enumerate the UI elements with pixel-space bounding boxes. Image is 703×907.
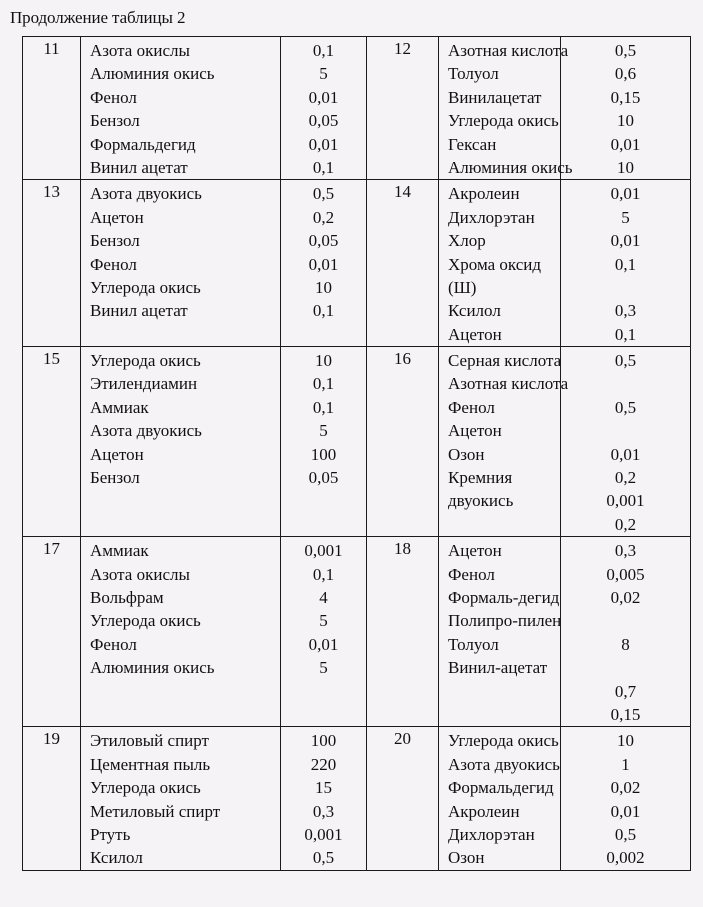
concentration-value: 15 xyxy=(315,778,332,798)
substance-name: Алюминия окись xyxy=(448,157,573,177)
substance-name: Полипро-пилен xyxy=(448,611,562,631)
concentration-list xyxy=(561,727,691,870)
substance-name: Акролеин xyxy=(448,801,520,821)
substance-name: Аммиак xyxy=(90,541,149,561)
substance-name: Дихлорэтан xyxy=(448,207,535,227)
substance-name: Кремния xyxy=(448,468,513,488)
concentration-value: 0,3 xyxy=(614,301,637,321)
concentration-list xyxy=(561,37,691,180)
variant-number: 20 xyxy=(367,727,439,870)
variant-number: 16 xyxy=(367,347,439,537)
substance-name: Хлор xyxy=(448,231,486,251)
concentration-value: 0,01 xyxy=(308,634,339,654)
table-row xyxy=(23,37,691,180)
concentration-value: 100 xyxy=(310,444,337,464)
substance-name: Аммиак xyxy=(90,397,149,417)
substance-name: Азотная кислота xyxy=(448,41,569,60)
substance-list xyxy=(81,37,281,180)
substance-name: Озон xyxy=(448,444,485,464)
variant-number: 11 xyxy=(23,37,81,180)
table-row xyxy=(23,727,691,870)
concentration-value: 10 xyxy=(315,351,332,371)
substance-name: Ацетон xyxy=(448,541,502,561)
concentration-value: 4 xyxy=(319,587,328,607)
concentration-value: 1 xyxy=(621,754,630,774)
substance-name: Углерода окись xyxy=(448,731,559,751)
concentration-value: 0,1 xyxy=(312,374,335,394)
substance-name: Ртуть xyxy=(90,824,131,844)
substance-list xyxy=(439,37,573,180)
concentration-value: 0,7 xyxy=(614,681,637,701)
variant-number: 12 xyxy=(367,37,439,180)
concentration-value: 8 xyxy=(621,634,630,654)
substance-name: Азота окислы xyxy=(90,41,190,60)
variant-number: 18 xyxy=(367,537,439,727)
substance-name: Вольфрам xyxy=(90,587,164,607)
concentration-value: 0,5 xyxy=(312,184,335,204)
concentration-list xyxy=(281,537,367,727)
substance-name: Азота двуокись xyxy=(448,754,560,774)
substance-name: Фенол xyxy=(90,634,137,654)
table-body xyxy=(23,37,691,871)
concentration-list xyxy=(561,347,691,537)
substance-list xyxy=(439,347,569,537)
concentration-value: 0,5 xyxy=(614,824,637,844)
concentration-value: 0,05 xyxy=(308,468,339,488)
substance-name: Формальдегид xyxy=(448,778,554,798)
concentration-value: 0,2 xyxy=(614,514,637,534)
concentration-value: 5 xyxy=(319,658,328,678)
concentration-value: 0,5 xyxy=(312,848,335,868)
substance-name: Цементная пыль xyxy=(90,754,211,774)
substance-name: двуокись xyxy=(448,491,514,511)
concentration-value xyxy=(561,276,690,299)
substance-name: Азота двуокись xyxy=(90,184,202,204)
concentration-value: 0,02 xyxy=(610,587,641,607)
substance-name: Бензол xyxy=(90,111,140,131)
concentration-value: 0,1 xyxy=(614,324,637,344)
concentration-value: 0,1 xyxy=(312,397,335,417)
table-row xyxy=(23,347,691,537)
substance-name: Толуол xyxy=(448,64,499,84)
concentration-value: 10 xyxy=(617,157,634,177)
concentration-list xyxy=(281,180,367,347)
concentration-value: 0,01 xyxy=(610,231,641,251)
substance-name: Алюминия окись xyxy=(90,658,215,678)
concentration-value: 0,01 xyxy=(308,254,339,274)
concentration-value: 10 xyxy=(617,111,634,131)
concentration-value: 0,2 xyxy=(312,207,335,227)
variant-number: 15 xyxy=(23,347,81,537)
substance-list xyxy=(439,727,561,870)
concentration-value: 0,1 xyxy=(312,301,335,321)
substance-name: Бензол xyxy=(90,231,140,251)
substance-name: Углерода окись xyxy=(90,778,201,798)
concentration-value xyxy=(561,656,690,679)
concentration-value: 5 xyxy=(319,611,328,631)
substance-list xyxy=(81,180,281,347)
concentration-value: 0,01 xyxy=(610,801,641,821)
pollutant-table xyxy=(22,36,691,871)
substance-name: Ацетон xyxy=(448,324,502,344)
concentration-value: 10 xyxy=(315,277,332,297)
concentration-value xyxy=(561,419,690,442)
substance-name: Толуол xyxy=(448,634,499,654)
substance-list xyxy=(81,537,281,727)
substance-name: Фенол xyxy=(448,397,495,417)
substance-name: Дихлорэтан xyxy=(448,824,535,844)
substance-name xyxy=(439,513,560,536)
concentration-value: 0,001 xyxy=(606,491,645,511)
substance-name: Фенол xyxy=(90,87,137,107)
variant-number: 17 xyxy=(23,537,81,727)
substance-name: Хрома оксид xyxy=(448,254,542,274)
variant-number: 14 xyxy=(367,180,439,347)
substance-name: Азота двуокись xyxy=(90,421,202,441)
variant-number: 19 xyxy=(23,727,81,870)
substance-name: Метиловый спирт xyxy=(90,801,221,821)
substance-name: Винилацетат xyxy=(448,87,542,107)
concentration-value: 0,3 xyxy=(312,801,335,821)
substance-name: Углерода окись xyxy=(448,111,559,131)
variant-number: 13 xyxy=(23,180,81,347)
substance-name: Ксилол xyxy=(90,848,143,868)
concentration-list xyxy=(561,180,691,347)
substance-name: Углерода окись xyxy=(90,277,201,297)
concentration-value xyxy=(561,609,690,632)
concentration-value: 0,3 xyxy=(614,541,637,561)
substance-name: Азота окислы xyxy=(90,564,190,584)
substance-name: Озон xyxy=(448,848,485,868)
substance-name: Алюминия окись xyxy=(90,64,215,84)
concentration-value: 0,05 xyxy=(308,231,339,251)
substance-name: Ацетон xyxy=(90,444,144,464)
concentration-value: 0,2 xyxy=(614,468,637,488)
table-caption: Продолжение таблицы 2 xyxy=(10,8,186,27)
substance-name: Ацетон xyxy=(90,207,144,227)
substance-name: Этиловый спирт xyxy=(90,731,209,751)
concentration-value: 0,1 xyxy=(312,564,335,584)
concentration-value: 0,5 xyxy=(614,351,637,371)
concentration-value: 0,15 xyxy=(610,704,641,724)
substance-name: Углерода окись xyxy=(90,611,201,631)
concentration-value: 0,01 xyxy=(610,444,641,464)
substance-name: Ацетон xyxy=(448,421,502,441)
table-row xyxy=(23,180,691,347)
table-row xyxy=(23,537,691,727)
concentration-value: 0,1 xyxy=(312,41,335,60)
concentration-value: 0,002 xyxy=(606,848,645,868)
concentration-value: 0,001 xyxy=(304,541,343,561)
concentration-value: 0,001 xyxy=(304,824,343,844)
concentration-value: 0,1 xyxy=(312,157,335,177)
concentration-value: 10 xyxy=(617,731,634,751)
substance-list xyxy=(439,180,561,347)
concentration-value: 0,6 xyxy=(614,64,637,84)
concentration-list xyxy=(281,37,367,180)
substance-name: Фенол xyxy=(90,254,137,274)
substance-name: Формаль-дегид xyxy=(448,587,560,607)
substance-name: Гексан xyxy=(448,134,497,154)
substance-name xyxy=(439,703,560,726)
concentration-list xyxy=(281,727,367,870)
concentration-value: 5 xyxy=(319,421,328,441)
concentration-list xyxy=(561,537,691,727)
concentration-value: 0,05 xyxy=(308,111,339,131)
concentration-value: 0,01 xyxy=(610,134,641,154)
substance-name xyxy=(439,680,560,703)
concentration-value: 0,005 xyxy=(606,564,645,584)
substance-name: Бензол xyxy=(90,468,140,488)
concentration-value: 0,01 xyxy=(610,184,641,204)
concentration-value: 5 xyxy=(319,64,328,84)
substance-name: Винил ацетат xyxy=(90,157,188,177)
concentration-value: 0,02 xyxy=(610,778,641,798)
concentration-value: 0,5 xyxy=(614,397,637,417)
concentration-value xyxy=(561,372,690,395)
substance-list xyxy=(439,537,561,727)
concentration-value: 0,1 xyxy=(614,254,637,274)
concentration-value: 5 xyxy=(621,207,630,227)
concentration-value: 100 xyxy=(310,731,337,751)
substance-name: Этилендиамин xyxy=(90,374,198,394)
substance-name: Ксилол xyxy=(448,301,501,321)
substance-name: Винил ацетат xyxy=(90,301,188,321)
substance-name: Серная кислота xyxy=(448,351,562,371)
substance-name: Формальдегид xyxy=(90,134,196,154)
substance-list xyxy=(81,347,281,537)
substance-name: Винил-ацетат xyxy=(448,658,548,678)
substance-name: Фенол xyxy=(448,564,495,584)
substance-name: Азотная кислота xyxy=(448,374,569,394)
concentration-value: 0,5 xyxy=(614,41,637,60)
concentration-value: 0,01 xyxy=(308,134,339,154)
concentration-value: 0,01 xyxy=(308,87,339,107)
substance-name: Углерода окись xyxy=(90,351,201,371)
substance-name: (Ш) xyxy=(448,277,477,297)
substance-name: Акролеин xyxy=(448,184,520,204)
concentration-list xyxy=(281,347,367,537)
substance-list xyxy=(81,727,281,870)
concentration-value: 220 xyxy=(310,754,337,774)
concentration-value: 0,15 xyxy=(610,87,641,107)
